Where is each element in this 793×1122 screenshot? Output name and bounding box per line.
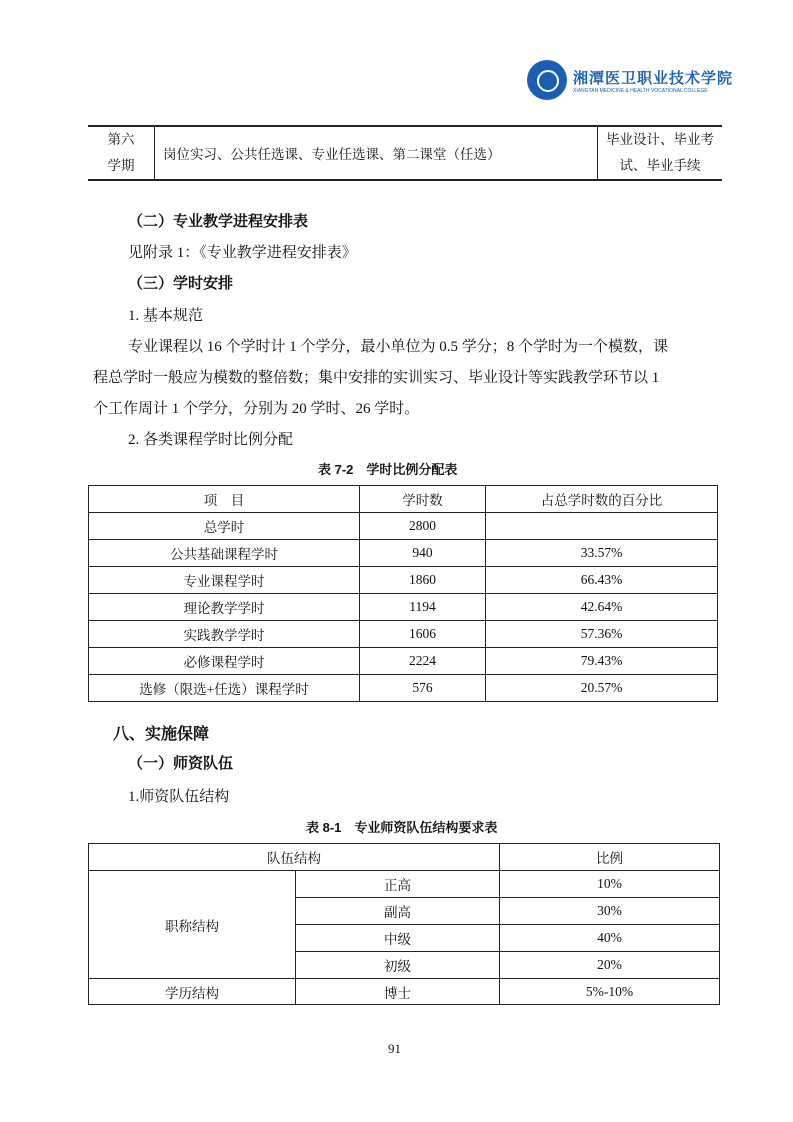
table-row [89,540,718,567]
college-logo [527,60,733,100]
table-cell: 20% [500,952,720,979]
table-cell [486,513,718,540]
table-row [89,594,718,621]
table-cell: 940 [360,540,486,567]
table-cell: 66.43% [486,567,718,594]
chapter-heading: 八、实施保障 [113,726,210,743]
table-cell: 5%-10% [500,979,720,1005]
table-row [89,621,718,648]
table-row [89,513,718,540]
table-header: 队伍结构 [89,844,500,871]
table-cell: 20.57% [486,675,718,702]
paragraph-line: 程总学时一般应为模数的整倍数；集中安排的实训实习、毕业设计等实践教学环节以 1 [93,370,660,386]
table-header: 项 目 [89,486,360,513]
table-cell: 专业课程学时 [89,567,360,594]
table-cell: 中级 [296,925,500,952]
table-cell: 理论教学学时 [89,594,360,621]
logo-name-cn: 湘潭医卫职业技术学院 [573,70,734,87]
table-cell: 2224 [360,648,486,675]
table-row [89,567,718,594]
table-cell: 33.57% [486,540,718,567]
hours-ratio-table [88,485,718,702]
logo-name-en: XIANGTAN MEDICINE & HEALTH VOCATIONAL COLLEGE [573,87,708,94]
table-cell: 博士 [296,979,500,1005]
table-header: 学时数 [360,486,486,513]
table-caption: 表 7-2 学时比例分配表 [318,462,458,477]
table-caption: 表 8-1 专业师资队伍结构要求表 [306,820,498,835]
subsection-heading: 1. 基本规范 [128,308,204,324]
table-cell: 总学时 [89,513,360,540]
college-seal-icon [527,60,567,100]
table-cell: 1860 [360,567,486,594]
paragraph-line: 个工作周计 1 个学分，分别为 20 学时、26 学时。 [93,401,420,417]
table-cell: 79.43% [486,648,718,675]
paragraph-line: 专业课程以 16 个学时计 1 个学分，最小单位为 0.5 学分；8 个学时为一个模数，课 [128,339,669,355]
subsection-heading: 2. 各类课程学时比例分配 [128,432,294,448]
section-heading: （三）学时安排 [128,275,234,292]
section-heading: （二）专业教学进程安排表 [128,213,309,230]
table-cell: 初级 [296,952,500,979]
table-cell: 57.36% [486,621,718,648]
table-cell: 副高 [296,898,500,925]
table-cell: 1194 [360,594,486,621]
table-cell: 学历结构 [89,979,296,1005]
table-row [89,675,718,702]
group-cell: 职称结构 [89,871,296,979]
table-cell: 正高 [296,871,500,898]
table-cell: 2800 [360,513,486,540]
page-number: 91 [388,1041,401,1056]
table-cell: 576 [360,675,486,702]
table-cell: 30% [500,898,720,925]
subsection-heading: 1.师资队伍结构 [128,789,230,805]
semester-table [88,125,722,181]
table-row [89,648,718,675]
table-cell: 1606 [360,621,486,648]
table-header: 占总学时数的百分比 [486,486,718,513]
table-cell: 实践教学学时 [89,621,360,648]
graduation-cell: 毕业设计、毕业考 试、毕业手续 [598,126,723,180]
table-cell: 10% [500,871,720,898]
table-cell: 40% [500,925,720,952]
body-text: 见附录 1：《专业教学进程安排表》 [128,245,357,261]
semester-cell: 第六 学期 [88,126,155,180]
courses-cell: 岗位实习、公共任选课、专业任选课、第二课堂（任选） [155,126,598,180]
section-heading: （一）师资队伍 [128,755,234,772]
table-cell: 公共基础课程学时 [89,540,360,567]
table-cell: 选修（限选+任选）课程学时 [89,675,360,702]
table-header: 比例 [500,844,720,871]
table-cell: 42.64% [486,594,718,621]
faculty-structure-table [88,843,720,1005]
table-cell: 必修课程学时 [89,648,360,675]
